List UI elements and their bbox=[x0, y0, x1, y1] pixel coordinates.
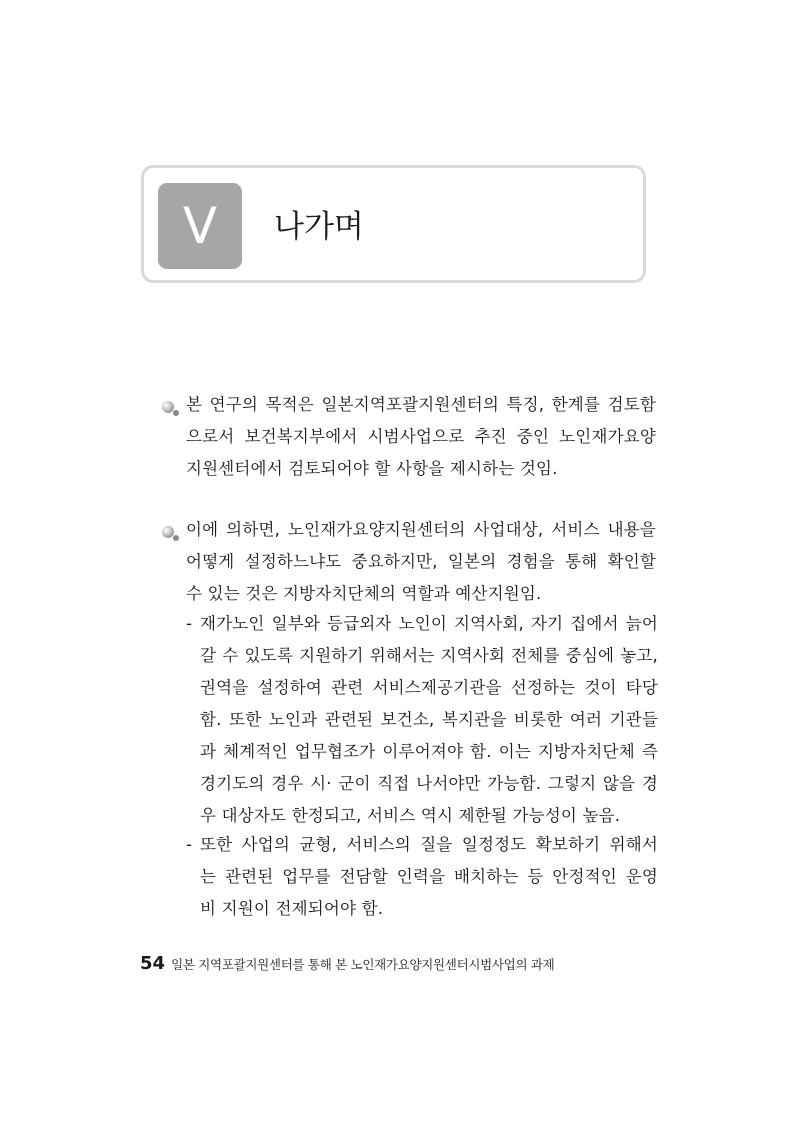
text-line: 수 있는 것은 지방자치단체의 역할과 예산지원임. bbox=[186, 584, 542, 603]
chapter-header-box bbox=[141, 165, 646, 283]
text-line: 우 대상자도 한정되고, 서비스 역시 제한될 가능성이 높음. bbox=[200, 806, 621, 825]
paragraph-2 bbox=[186, 514, 656, 610]
page-footer bbox=[140, 953, 554, 974]
text-line: 갈 수 있도록 지원하기 위해서는 지역사회 전체를 중심에 놓고, bbox=[200, 646, 658, 665]
bullet-icon bbox=[162, 401, 174, 413]
text-line: 과 체계적인 업무협조가 이루어져야 함. 이는 지방자치단체 즉 bbox=[200, 742, 658, 761]
running-title: 일본 지역포괄지원센터를 통해 본 노인재가요양지원센터시범사업의 과제 bbox=[171, 957, 555, 972]
text-line: 본 연구의 목적은 일본지역포괄지원센터의 특징, 한계를 검토함 bbox=[186, 395, 656, 414]
chapter-number-badge: V bbox=[158, 183, 242, 269]
text-line: 함. 또한 노인과 관련된 보건소, 복지관을 비롯한 여러 기관들 bbox=[200, 710, 658, 729]
text-line: 또한 사업의 균형, 서비스의 질을 일정정도 확보하기 위해서 bbox=[200, 835, 658, 854]
bullet-icon bbox=[162, 526, 174, 538]
paragraph-1 bbox=[186, 389, 656, 485]
chapter-title: 나가며 bbox=[274, 209, 364, 245]
dash-marker: - bbox=[186, 835, 192, 854]
text-line: 재가노인 일부와 등급외자 노인이 지역사회, 자기 집에서 늙어 bbox=[200, 614, 658, 633]
text-line: 이에 의하면, 노인재가요양지원센터의 사업대상, 서비스 내용을 bbox=[186, 520, 656, 539]
dash-marker: - bbox=[186, 614, 192, 633]
dash-item-text bbox=[200, 608, 658, 832]
dash-item-text bbox=[200, 829, 658, 925]
text-line: 지원센터에서 검토되어야 할 사항을 제시하는 것임. bbox=[186, 459, 558, 478]
text-line: 경기도의 경우 시· 군이 직접 나서야만 가능함. 그렇지 않을 경 bbox=[200, 774, 658, 793]
text-line: 권역을 설정하여 관련 서비스제공기관을 선정하는 것이 타당 bbox=[200, 678, 658, 697]
text-line: 비 지원이 전제되어야 함. bbox=[200, 899, 384, 918]
page-number: 54 bbox=[140, 953, 166, 974]
text-line: 어떻게 설정하느냐도 중요하지만, 일본의 경험을 통해 확인할 bbox=[186, 552, 656, 571]
text-line: 으로서 보건복지부에서 시범사업으로 추진 중인 노인재가요양 bbox=[186, 427, 656, 446]
text-line: 는 관련된 업무를 전담할 인력을 배치하는 등 안정적인 운영 bbox=[200, 867, 658, 886]
